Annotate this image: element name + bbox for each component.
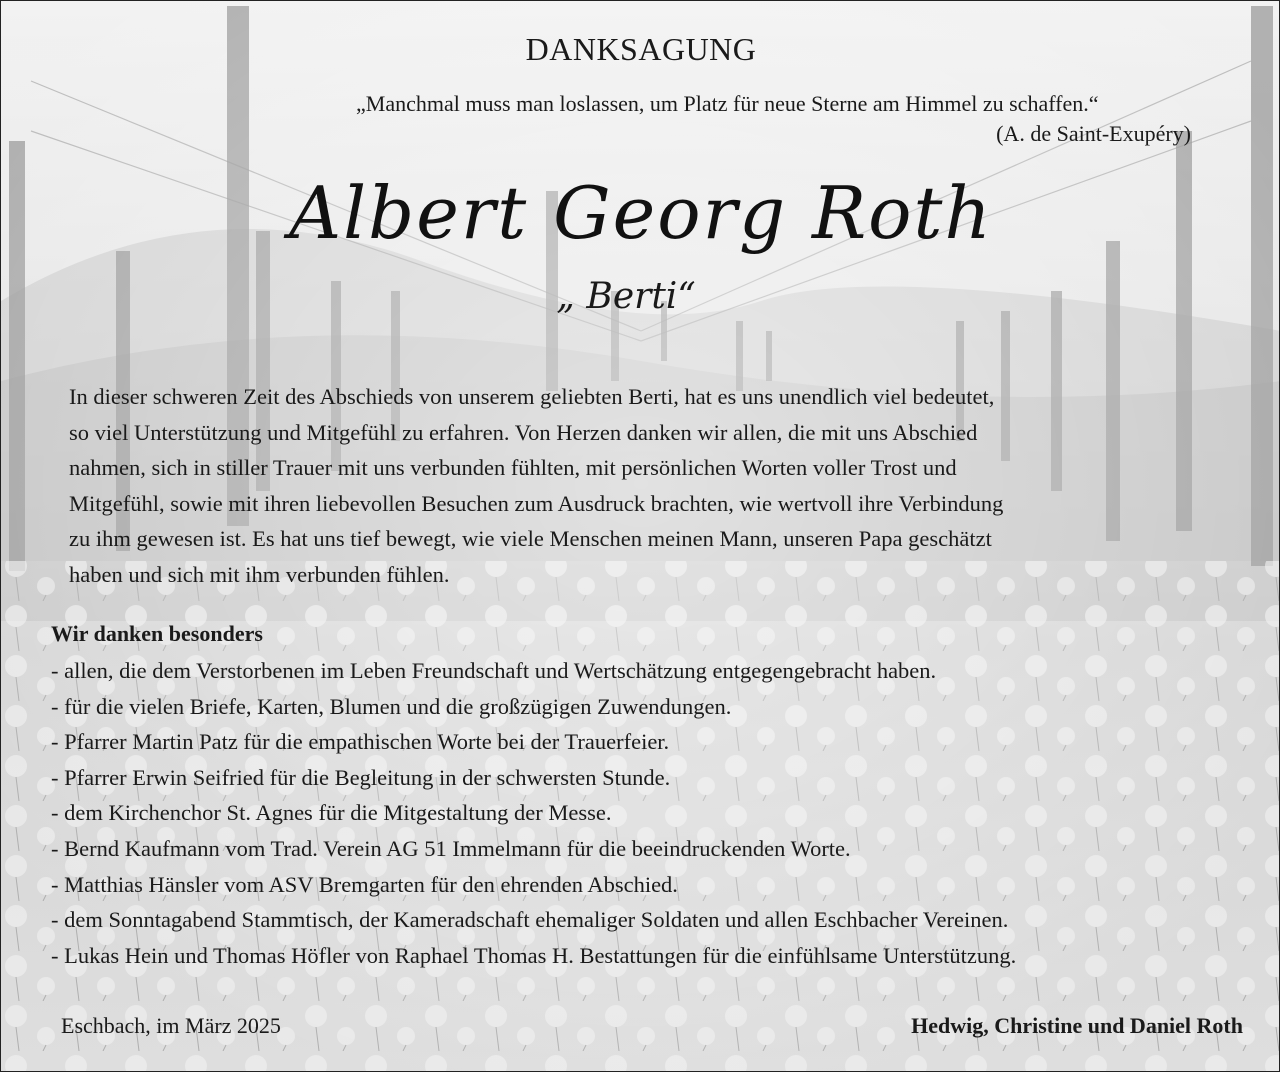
list-item: - für die vielen Briefe, Karten, Blumen und die großzügigen Zuwendungen. <box>51 693 732 719</box>
paragraph-line: zu ihm gewesen ist. Es hat uns tief bewegt, wie viele Menschen meinen Mann, unseren Papa geschätzt <box>69 526 992 551</box>
deceased-nickname: „ Berti“ <box>556 276 696 317</box>
notice-content <box>1 1 1279 1071</box>
thanks-list <box>51 653 1271 973</box>
list-item: - Matthias Hänsler vom ASV Bremgarten für den ehrenden Abschied. <box>51 871 678 897</box>
list-item: - Bernd Kaufmann vom Trad. Verein AG 51 Immelmann für die beeindruckenden Worte. <box>51 835 851 861</box>
signature: Hedwig, Christine und Daniel Roth <box>911 1013 1243 1038</box>
paragraph-line: Mitgefühl, sowie mit ihren liebevollen Besuchen zum Ausdruck brachten, wie wertvoll ihre Verbindung <box>69 490 1004 516</box>
paragraph-line: In dieser schweren Zeit des Abschieds von unserem geliebten Berti, hat es uns unendlich viel bedeutet, <box>69 384 995 409</box>
list-item: - Pfarrer Erwin Seifried für die Begleitung in der schwersten Stunde. <box>51 764 671 790</box>
paragraph-line: nahmen, sich in stiller Trauer mit uns verbunden fühlten, mit persönlichen Worten voller Trost und <box>69 455 957 480</box>
place-date: Eschbach, im März 2025 <box>61 1013 281 1038</box>
deceased-name: Albert Georg Roth <box>289 171 993 255</box>
paragraph-line: so viel Unterstützung und Mitgefühl zu erfahren. Von Herzen danken wir allen, die mit uns Abschied <box>69 419 978 445</box>
list-item: - allen, die dem Verstorbenen im Leben Freundschaft und Wertschätzung entgegengebracht haben. <box>51 658 937 683</box>
list-item: - Lukas Hein und Thomas Höfler von Raphael Thomas H. Bestattungen für die einfühlsame Unterstützung. <box>51 942 1017 968</box>
list-item: - Pfarrer Martin Patz für die empathischen Worte bei der Trauerfeier. <box>51 729 670 755</box>
quote-text: „Manchmal muss man loslassen, um Platz für neue Sterne am Himmel zu schaffen.“ <box>356 91 1099 116</box>
thanks-title: Wir danken besonders <box>51 621 263 646</box>
thank-you-paragraph <box>69 379 1249 592</box>
list-item: - dem Sonntagabend Stammtisch, der Kameradschaft ehemaliger Soldaten und allen Eschbacher Vereinen. <box>51 907 1009 933</box>
list-item: - dem Kirchenchor St. Agnes für die Mitgestaltung der Messe. <box>51 800 612 826</box>
paragraph-line: haben und sich mit ihm verbunden fühlen. <box>69 561 450 587</box>
quote-author: (A. de Saint-Exupéry) <box>996 121 1191 146</box>
notice-heading: DANKSAGUNG <box>525 31 757 67</box>
